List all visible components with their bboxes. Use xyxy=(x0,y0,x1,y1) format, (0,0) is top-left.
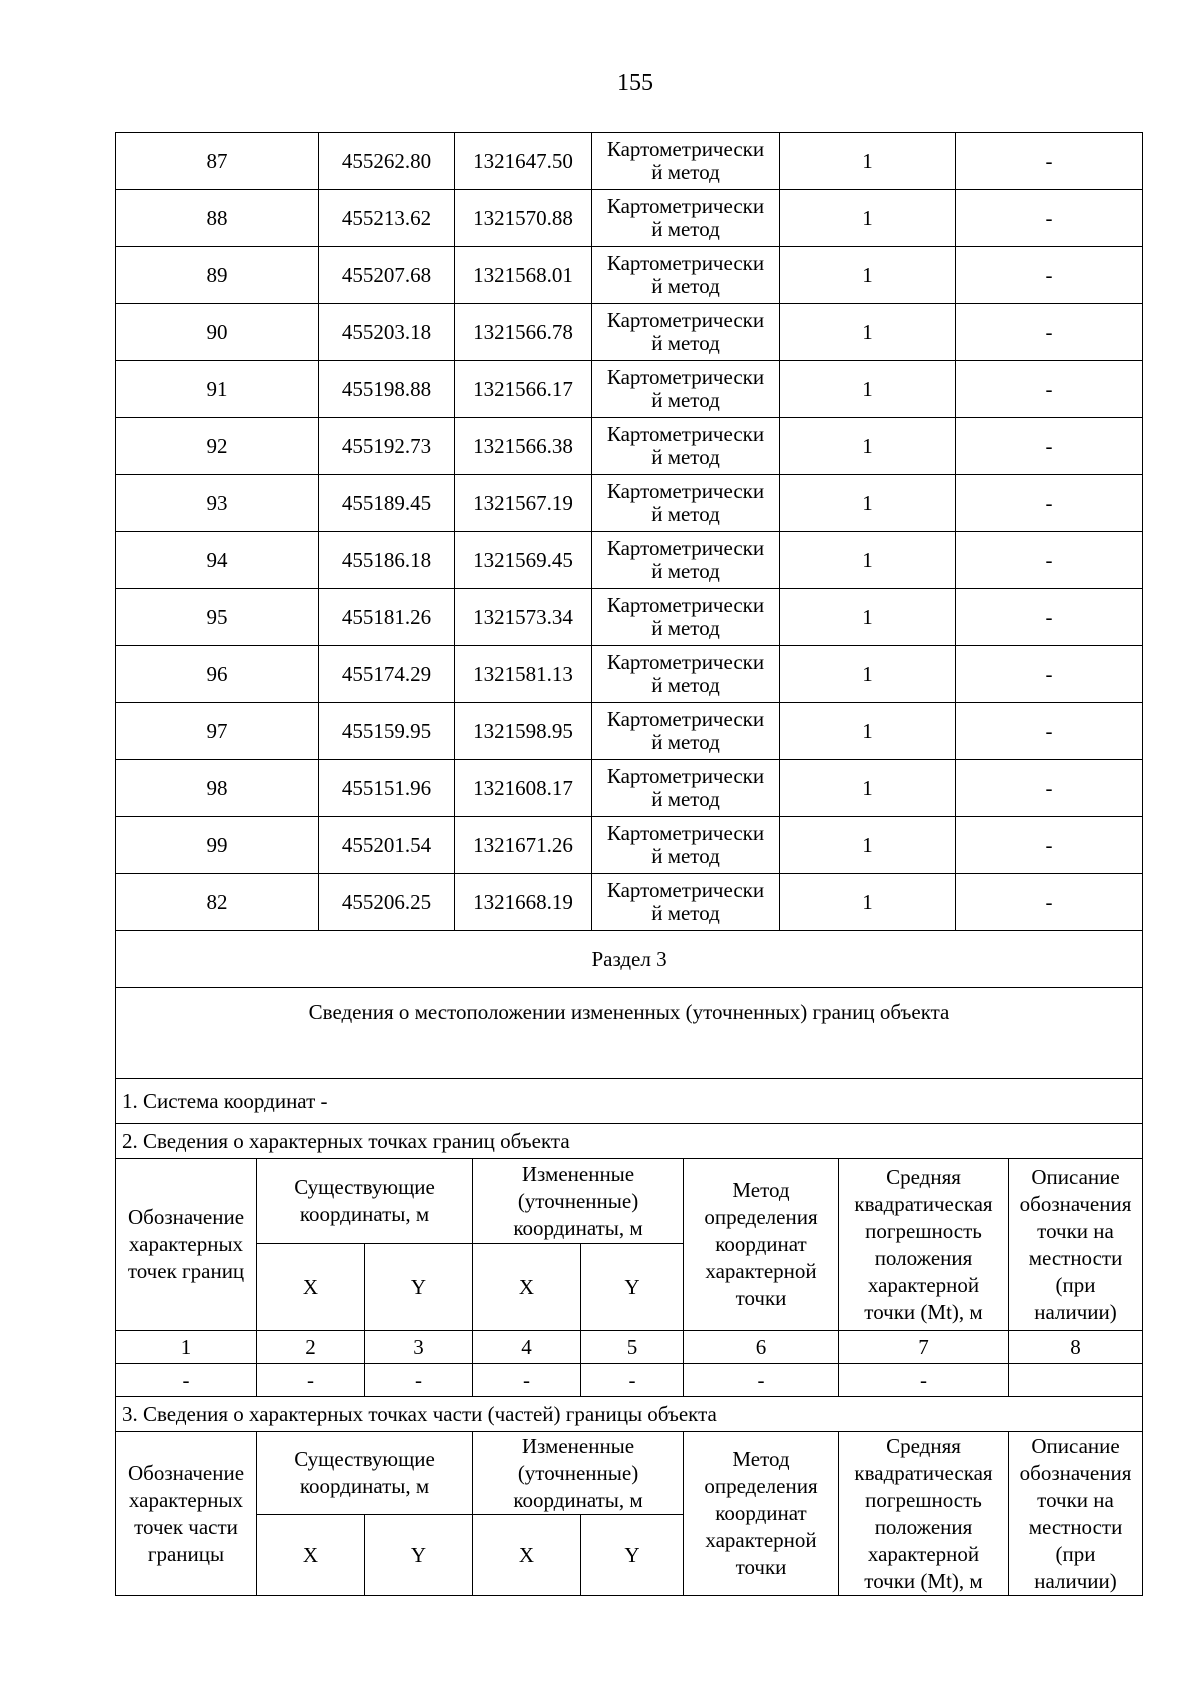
hdr-line: характерных xyxy=(128,1487,244,1512)
table-row xyxy=(116,817,1143,874)
hdr2-changed-y: Y xyxy=(581,1244,684,1331)
hdr-line: Метод xyxy=(732,1178,790,1202)
table-row xyxy=(116,133,1143,190)
section3-table xyxy=(115,930,1143,1596)
point-description: - xyxy=(956,418,1143,475)
column-number-row xyxy=(116,1331,1143,1364)
point-y: 1321647.50 xyxy=(455,133,592,190)
point-accuracy: 1 xyxy=(780,817,956,874)
point-x: 455198.88 xyxy=(319,361,455,418)
point-description: - xyxy=(956,133,1143,190)
hdr3-changed-x: X xyxy=(473,1515,581,1596)
empty-cell xyxy=(1009,1364,1143,1397)
hdr-line: точек границ xyxy=(127,1259,245,1283)
hdr-line: погрешность xyxy=(865,1487,982,1512)
point-accuracy: 1 xyxy=(780,703,956,760)
point-method xyxy=(592,475,780,532)
point-description: - xyxy=(956,760,1143,817)
hdr-line: Обозначение xyxy=(127,1205,245,1229)
point-number: 98 xyxy=(116,760,319,817)
point-method xyxy=(592,361,780,418)
hdr-line: Существующие xyxy=(294,1447,435,1471)
method-line: й метод xyxy=(651,445,720,469)
hdr-line: квадратическая xyxy=(854,1191,993,1216)
hdr-line: обозначения xyxy=(1019,1191,1132,1216)
hdr2-existing-y: Y xyxy=(365,1244,473,1331)
hdr-line: Средняя xyxy=(886,1164,961,1189)
point-accuracy: 1 xyxy=(780,532,956,589)
hdr-line: характерной xyxy=(867,1541,980,1566)
point-number: 82 xyxy=(116,874,319,931)
point-accuracy: 1 xyxy=(780,589,956,646)
hdr-line: координаты, м xyxy=(513,1487,643,1512)
point-description: - xyxy=(956,703,1143,760)
point-number: 92 xyxy=(116,418,319,475)
hdr2-description xyxy=(1009,1159,1143,1331)
section-title: Раздел 3 xyxy=(116,931,1143,988)
table-row xyxy=(116,304,1143,361)
point-x: 455207.68 xyxy=(319,247,455,304)
point-accuracy: 1 xyxy=(780,304,956,361)
empty-cell: - xyxy=(257,1364,365,1397)
hdr-line: характерной xyxy=(705,1528,817,1552)
point-x: 455203.18 xyxy=(319,304,455,361)
hdr-line: Измененные xyxy=(521,1161,635,1186)
point-method xyxy=(592,304,780,361)
point-accuracy: 1 xyxy=(780,133,956,190)
hdr-line: наличии) xyxy=(1034,1568,1117,1593)
col-number: 3 xyxy=(365,1331,473,1364)
method-line: й метод xyxy=(651,673,720,697)
hdr-line: наличии) xyxy=(1034,1299,1117,1324)
table-row xyxy=(116,247,1143,304)
point-description: - xyxy=(956,874,1143,931)
method-line: Картометрически xyxy=(606,650,765,674)
point-description: - xyxy=(956,532,1143,589)
coord-system: 1. Система координат - xyxy=(116,1079,1143,1124)
hdr2-existing-coords xyxy=(257,1159,473,1244)
method-line: й метод xyxy=(651,388,720,412)
point-x: 455159.95 xyxy=(319,703,455,760)
table-row xyxy=(116,703,1143,760)
point-number: 91 xyxy=(116,361,319,418)
point-description: - xyxy=(956,361,1143,418)
hdr-line: местности xyxy=(1028,1514,1123,1539)
method-line: й метод xyxy=(651,502,720,526)
point-description: - xyxy=(956,646,1143,703)
point-accuracy: 1 xyxy=(780,760,956,817)
method-line: Картометрически xyxy=(606,593,765,617)
part2-title: 2. Сведения о характерных точках границ объекта xyxy=(116,1124,1143,1159)
hdr-line: положения xyxy=(874,1514,973,1539)
table-row xyxy=(116,532,1143,589)
point-x: 455201.54 xyxy=(319,817,455,874)
point-y: 1321569.45 xyxy=(455,532,592,589)
hdr-line: погрешность xyxy=(865,1218,982,1243)
method-line: Картометрически xyxy=(606,137,765,161)
point-method xyxy=(592,817,780,874)
point-x: 455192.73 xyxy=(319,418,455,475)
hdr3-point-designation xyxy=(116,1432,257,1596)
method-line: Картометрически xyxy=(606,194,765,218)
table-row xyxy=(116,589,1143,646)
hdr-line: определения xyxy=(704,1474,818,1498)
point-x: 455151.96 xyxy=(319,760,455,817)
point-description: - xyxy=(956,190,1143,247)
hdr-line: квадратическая xyxy=(854,1460,993,1485)
hdr2-accuracy xyxy=(839,1159,1009,1331)
method-line: Картометрически xyxy=(606,707,765,731)
empty-cell: - xyxy=(116,1364,257,1397)
col-number: 8 xyxy=(1009,1331,1143,1364)
hdr-line: координаты, м xyxy=(513,1215,643,1240)
method-line: й метод xyxy=(651,901,720,925)
hdr-line: Средняя xyxy=(886,1433,961,1458)
point-number: 94 xyxy=(116,532,319,589)
method-line: й метод xyxy=(651,616,720,640)
empty-cell: - xyxy=(684,1364,839,1397)
hdr-line: обозначения xyxy=(1019,1460,1132,1485)
point-accuracy: 1 xyxy=(780,874,956,931)
point-method xyxy=(592,760,780,817)
point-method xyxy=(592,874,780,931)
method-line: Картометрически xyxy=(606,821,765,845)
hdr3-changed-y: Y xyxy=(581,1515,684,1596)
hdr-line: Описание xyxy=(1031,1164,1120,1189)
hdr-line: Описание xyxy=(1031,1433,1120,1458)
point-description: - xyxy=(956,589,1143,646)
table-row xyxy=(116,418,1143,475)
point-y: 1321573.34 xyxy=(455,589,592,646)
hdr3-existing-coords xyxy=(257,1432,473,1515)
hdr-line: местности xyxy=(1028,1245,1123,1270)
hdr2-existing-x: X xyxy=(257,1244,365,1331)
point-y: 1321668.19 xyxy=(455,874,592,931)
point-y: 1321581.13 xyxy=(455,646,592,703)
method-line: Картометрически xyxy=(606,536,765,560)
point-x: 455181.26 xyxy=(319,589,455,646)
method-line: Картометрически xyxy=(606,251,765,275)
table-row xyxy=(116,760,1143,817)
hdr-line: характерной xyxy=(705,1259,817,1283)
point-method xyxy=(592,532,780,589)
point-y: 1321566.78 xyxy=(455,304,592,361)
page-number: 155 xyxy=(617,70,653,96)
hdr-line: Измененные xyxy=(521,1433,635,1458)
hdr-line: координат xyxy=(715,1232,807,1256)
method-line: Картометрически xyxy=(606,365,765,389)
method-line: й метод xyxy=(651,559,720,583)
hdr-line: характерных xyxy=(128,1232,244,1256)
point-accuracy: 1 xyxy=(780,418,956,475)
point-accuracy: 1 xyxy=(780,247,956,304)
empty-cell: - xyxy=(581,1364,684,1397)
hdr-line: точки на xyxy=(1037,1218,1114,1243)
point-description: - xyxy=(956,817,1143,874)
hdr3-description xyxy=(1009,1432,1143,1596)
point-number: 87 xyxy=(116,133,319,190)
hdr2-method xyxy=(684,1159,839,1331)
hdr2-changed-coords xyxy=(473,1159,684,1244)
hdr-line: координаты, м xyxy=(299,1202,430,1226)
hdr-line: характерной xyxy=(867,1272,980,1297)
point-description: - xyxy=(956,304,1143,361)
hdr-line: положения xyxy=(874,1245,973,1270)
hdr-line: точки xyxy=(735,1555,787,1579)
col-number: 5 xyxy=(581,1331,684,1364)
hdr-line: координат xyxy=(715,1501,807,1525)
point-accuracy: 1 xyxy=(780,475,956,532)
hdr-line: границы xyxy=(147,1541,225,1566)
point-x: 455174.29 xyxy=(319,646,455,703)
hdr-line: точки на xyxy=(1037,1487,1114,1512)
method-line: й метод xyxy=(651,331,720,355)
method-line: Картометрически xyxy=(606,422,765,446)
point-y: 1321608.17 xyxy=(455,760,592,817)
point-y: 1321566.17 xyxy=(455,361,592,418)
hdr3-method xyxy=(684,1432,839,1596)
point-accuracy: 1 xyxy=(780,190,956,247)
point-x: 455189.45 xyxy=(319,475,455,532)
empty-cell: - xyxy=(839,1364,1009,1397)
table-row xyxy=(116,190,1143,247)
table-row xyxy=(116,874,1143,931)
point-accuracy: 1 xyxy=(780,361,956,418)
method-line: Картометрически xyxy=(606,479,765,503)
method-line: й метод xyxy=(651,160,720,184)
point-number: 97 xyxy=(116,703,319,760)
point-description: - xyxy=(956,475,1143,532)
hdr-line: (при xyxy=(1055,1272,1096,1297)
point-method xyxy=(592,418,780,475)
col-number: 1 xyxy=(116,1331,257,1364)
hdr-line: (уточненные) xyxy=(517,1188,639,1213)
point-y: 1321598.95 xyxy=(455,703,592,760)
hdr-line: точки (Mt), м xyxy=(864,1568,983,1593)
hdr-line: определения xyxy=(704,1205,818,1229)
hdr2-point-designation xyxy=(116,1159,257,1331)
point-number: 93 xyxy=(116,475,319,532)
table-row xyxy=(116,646,1143,703)
empty-data-row xyxy=(116,1364,1143,1397)
point-method xyxy=(592,133,780,190)
empty-cell: - xyxy=(473,1364,581,1397)
method-line: й метод xyxy=(651,274,720,298)
points-table-body xyxy=(116,133,1143,931)
point-x: 455186.18 xyxy=(319,532,455,589)
point-method xyxy=(592,703,780,760)
method-line: й метод xyxy=(651,217,720,241)
hdr-line: Существующие xyxy=(294,1175,435,1199)
point-method xyxy=(592,190,780,247)
hdr-line: точки xyxy=(735,1286,787,1310)
hdr-line: Обозначение xyxy=(127,1460,245,1485)
hdr-line: точек части xyxy=(134,1514,238,1539)
hdr2-changed-x: X xyxy=(473,1244,581,1331)
point-y: 1321671.26 xyxy=(455,817,592,874)
part3-title: 3. Сведения о характерных точках части (частей) границы объекта xyxy=(116,1397,1143,1432)
method-line: й метод xyxy=(651,787,720,811)
hdr3-existing-y: Y xyxy=(365,1515,473,1596)
point-y: 1321570.88 xyxy=(455,190,592,247)
col-number: 6 xyxy=(684,1331,839,1364)
method-line: Картометрически xyxy=(606,308,765,332)
point-y: 1321567.19 xyxy=(455,475,592,532)
section-subtitle: Сведения о местоположении измененных (уточненных) границ объекта xyxy=(116,988,1143,1079)
point-number: 90 xyxy=(116,304,319,361)
point-number: 95 xyxy=(116,589,319,646)
point-y: 1321566.38 xyxy=(455,418,592,475)
hdr-line: Метод xyxy=(732,1447,790,1471)
point-description: - xyxy=(956,247,1143,304)
points-table xyxy=(115,132,1143,931)
point-accuracy: 1 xyxy=(780,646,956,703)
empty-cell: - xyxy=(365,1364,473,1397)
table-row xyxy=(116,475,1143,532)
point-y: 1321568.01 xyxy=(455,247,592,304)
col-number: 7 xyxy=(839,1331,1009,1364)
point-method xyxy=(592,646,780,703)
hdr3-changed-coords xyxy=(473,1432,684,1515)
method-line: Картометрически xyxy=(606,878,765,902)
point-number: 99 xyxy=(116,817,319,874)
point-number: 89 xyxy=(116,247,319,304)
hdr3-accuracy xyxy=(839,1432,1009,1596)
method-line: й метод xyxy=(651,844,720,868)
hdr-line: (уточненные) xyxy=(517,1460,639,1485)
col-number: 2 xyxy=(257,1331,365,1364)
point-number: 88 xyxy=(116,190,319,247)
method-line: Картометрически xyxy=(606,764,765,788)
point-method xyxy=(592,589,780,646)
hdr3-existing-x: X xyxy=(257,1515,365,1596)
hdr-line: точки (Mt), м xyxy=(864,1299,983,1324)
col-number: 4 xyxy=(473,1331,581,1364)
table-row xyxy=(116,361,1143,418)
point-x: 455262.80 xyxy=(319,133,455,190)
point-method xyxy=(592,247,780,304)
hdr-line: координаты, м xyxy=(299,1474,430,1498)
point-x: 455213.62 xyxy=(319,190,455,247)
point-number: 96 xyxy=(116,646,319,703)
hdr-line: (при xyxy=(1055,1541,1096,1566)
method-line: й метод xyxy=(651,730,720,754)
point-x: 455206.25 xyxy=(319,874,455,931)
